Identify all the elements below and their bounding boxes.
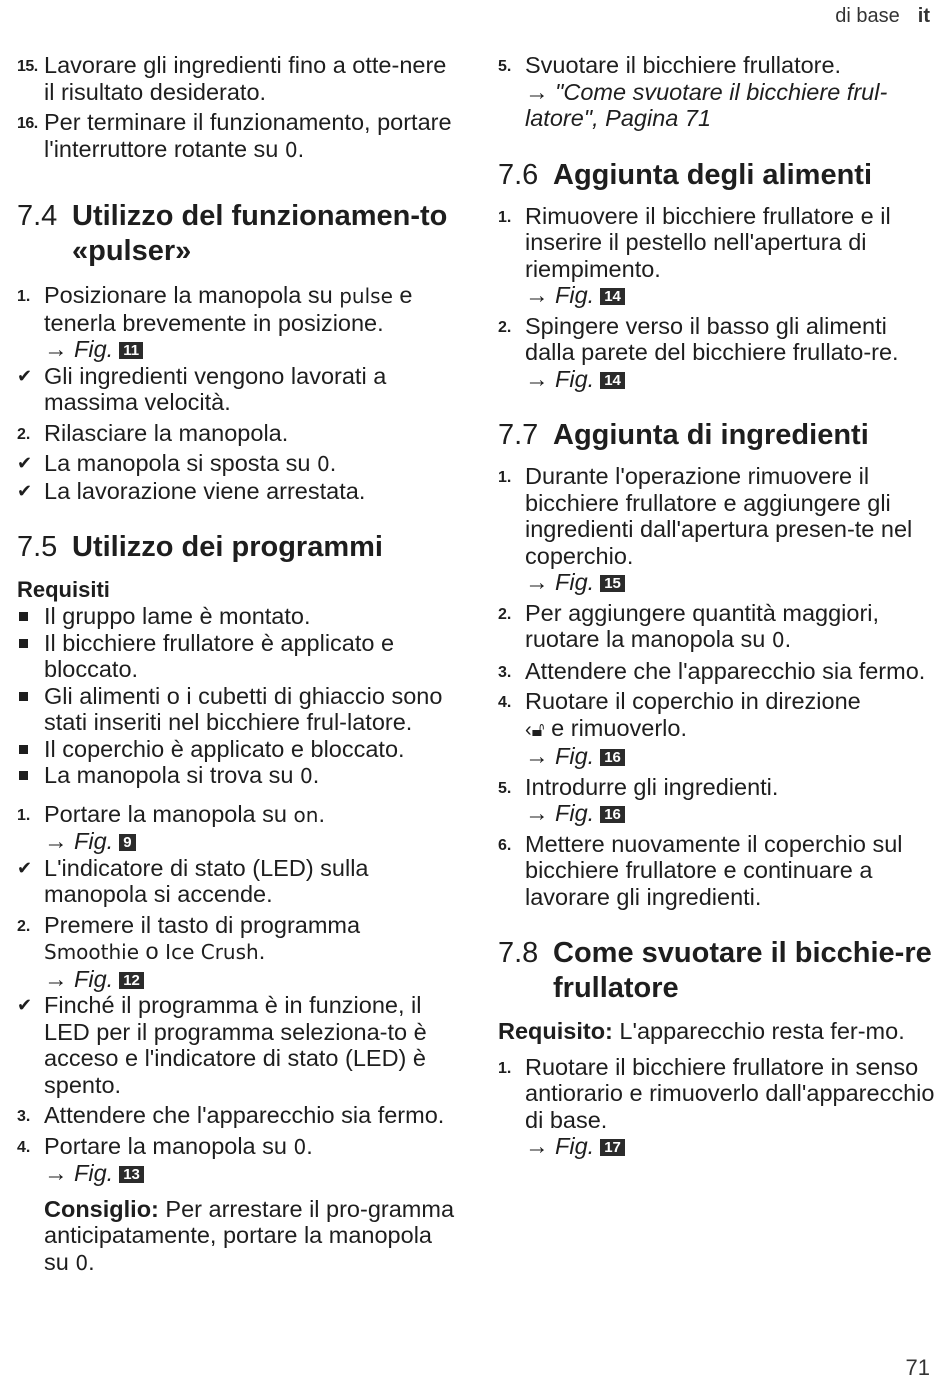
step-text: Posizionare la manopola su [44,282,340,308]
section-number: 7.8 [498,937,539,969]
list-item [17,762,462,790]
step-number: 2. [17,425,31,443]
figure-number-badge: 15 [600,575,625,592]
list-item [17,992,462,1098]
figure-number-badge: 14 [600,288,625,305]
knob-position-label: 0 [300,764,313,788]
program-button-label: Ice Crush [165,940,259,964]
arrow-right-icon: → [44,1160,68,1186]
result-text: Finché il programma è in funzione, il LED per il programma seleziona-to è acceso e l'indicatore di stato (LED) è spento. [44,992,427,1098]
step-number: 6. [498,836,512,854]
step-text-end: . [258,938,266,964]
bullet-text-end: . [312,762,320,788]
list-item [17,630,462,683]
figure-word: Fig. [555,282,595,308]
step-text-end: e rimuoverlo. [544,714,687,741]
figure-number-badge: 17 [600,1139,625,1156]
figure-number-badge: 12 [119,972,144,989]
step-number: 3. [17,1108,31,1125]
step-text: Attendere che l'apparecchio sia fermo. [525,657,926,684]
step-text: Rimuovere il bicchiere frullatore e il inserire il pestello nell'apertura di riempimento. [525,202,891,282]
right-column [498,52,938,1160]
section-number: 7.6 [498,158,539,191]
step-text: Per terminare il funzionamento, portare l'interruttore rotante su [44,109,452,162]
program-button-label: Smoothie [44,940,140,964]
list-item [17,603,462,630]
section-title: Utilizzo dei programmi [72,531,383,563]
section-heading-7-8 [498,936,938,1006]
knob-position-label: on [293,802,319,827]
knob-position-label: 0 [771,628,785,652]
list-item [17,363,462,416]
figure-reference [525,800,625,826]
step-text: Per aggiungere quantità maggiori, ruotare la manopola su [525,599,880,652]
list-item [498,52,938,132]
bullet-text: Gli alimenti o i cubetti di ghiaccio sono stati inseriti nel bicchiere frul-latore. [44,682,443,735]
step-number: 2. [498,318,512,336]
arrow-right-icon: → [525,365,549,392]
left-column [17,52,462,1276]
tip-text-end: . [88,1248,95,1275]
figure-number-badge: 16 [600,806,625,823]
list-item [498,658,938,685]
arrow-right-icon: → [525,800,549,826]
bullet-text: Il gruppo lame è montato. [44,603,311,629]
step-text: Rilasciare la manopola. [44,419,289,446]
result-text: La lavorazione viene arrestata. [44,477,366,504]
knob-position-label: 0 [75,1250,89,1275]
arrow-right-icon: → [525,282,549,308]
list-item [498,313,938,393]
section-title: Aggiunta degli alimenti [553,158,873,191]
list-item [17,282,462,363]
header-section: di base [835,5,900,27]
step-number: 5. [498,58,512,75]
figure-number-badge: 9 [119,834,135,851]
step-number: 3. [498,663,512,681]
step-number: 4. [498,694,512,711]
step-text: Ruotare il coperchio in direzione [525,688,861,714]
step-text-end: . [297,135,305,162]
section-heading-7-6 [498,158,938,193]
list-item [17,109,462,163]
bullet-square-icon [19,692,28,701]
figure-reference [44,1160,144,1186]
figure-reference [525,743,625,769]
arrow-right-icon: → [525,743,549,769]
figure-word: Fig. [74,965,114,992]
figure-reference [525,282,625,308]
step-number: 15. [17,58,38,75]
tip-text: Per arrestare il pro-gramma anticipatamente, portare la manopola su [44,1195,455,1275]
requirements-title: Requisiti [17,577,110,602]
figure-reference [525,366,625,392]
step-text: Introdurre gli ingredienti. [525,773,779,800]
step-number: 1. [498,469,512,486]
step-text: Spingere verso il basso gli alimenti dalla parete del bicchiere frullato-re. [525,312,899,365]
figure-number-badge: 16 [600,749,625,766]
bullet-square-icon [19,771,28,780]
arrow-right-icon: → [44,965,68,992]
step-number: 1. [17,288,31,305]
step-text: Portare la manopola su [44,1132,294,1159]
page-header [835,5,930,28]
section-title: Come svuotare il bicchie-re frullatore [553,937,932,1004]
step-text: Premere il tasto di programma [44,911,361,938]
step-text-end: . [318,800,325,827]
section-number: 7.4 [17,200,58,232]
figure-number-badge: 11 [119,342,143,359]
step-text: Durante l'operazione rimuovere il bicchiere frullatore e aggiungere gli ingredienti dall'apertura presen-te nel coperchio. [525,463,913,569]
figure-word: Fig. [555,743,595,769]
list-item [17,912,462,993]
checkmark-icon: ✔ [17,480,33,501]
cross-reference-link[interactable] [525,79,887,132]
arrow-right-icon: → [525,569,549,595]
knob-position-label: 0 [284,137,298,162]
bullet-text: Il bicchiere frullatore è applicato e bloccato. [44,629,395,682]
bullet-text: Il coperchio è applicato e bloccato. [44,735,405,762]
bullet-text: La manopola si trova su [44,762,301,788]
list-item [17,736,462,763]
figure-reference [525,569,625,595]
figure-word: Fig. [74,336,114,362]
step-text: Attendere che l'apparecchio sia fermo. [44,1102,445,1128]
step-number: 16. [17,115,38,132]
result-text: La manopola si sposta su [44,450,318,476]
step-text-end: . [306,1132,313,1159]
step-number: 5. [498,779,512,797]
figure-word: Fig. [555,800,595,826]
figure-word: Fig. [555,569,595,595]
step-number: 1. [498,208,512,226]
bullet-square-icon [19,612,28,621]
step-number: 2. [498,605,512,623]
bullet-square-icon [19,639,28,648]
step-text: Svuotare il bicchiere frullatore. [525,52,842,78]
section-number: 7.7 [498,419,539,451]
list-item [498,831,938,911]
section-title: Utilizzo del funzionamen-to «pulser» [72,200,448,267]
knob-position-label: 0 [317,452,330,476]
list-item [498,688,938,770]
figure-number-badge: 13 [119,1166,144,1183]
requirement-label: Requisito: [498,1018,613,1044]
figure-word: Fig. [74,1160,114,1186]
list-item [498,774,938,827]
checkmark-icon: ✔ [17,365,33,386]
figure-reference [525,1133,625,1159]
section-heading-7-7 [498,418,938,453]
figure-number-badge: 14 [600,372,625,389]
arrow-right-icon: → [525,1133,549,1159]
step-text-or: o [139,938,166,964]
bullet-square-icon [19,745,28,754]
step-number: 1. [498,1059,512,1077]
section-number: 7.5 [17,531,58,563]
knob-position-label: 0 [293,1134,307,1159]
list-item [17,683,462,736]
figure-reference [44,336,143,362]
step-number: 4. [17,1138,31,1156]
step-text-end: . [784,626,792,652]
step-text: Mettere nuovamente il coperchio sul bicchiere frullatore e continuare a lavorare gli ingredienti. [525,830,903,910]
tip-label: Consiglio: [44,1195,159,1222]
rotate-unlock-icon: ‹🔓︎ [525,718,545,741]
list-item [17,450,462,478]
step-number: 1. [17,806,31,824]
tip-note [17,1196,462,1277]
requirement-note [498,1018,938,1045]
figure-word: Fig. [555,1133,595,1159]
section-heading-7-5 [17,530,462,565]
figure-word: Fig. [74,828,114,854]
figure-word: Fig. [555,365,595,392]
step-text: Lavorare gli ingredienti fino a otte-nere il risultato desiderato. [44,52,447,105]
checkmark-icon: ✔ [17,453,33,473]
result-text: L'indicatore di stato (LED) sulla manopola si accende. [44,854,369,907]
arrow-right-icon: → [525,78,549,105]
list-item [17,420,462,447]
header-language: it [917,5,930,27]
list-item [17,52,462,105]
knob-position-label: pulse [339,284,393,308]
list-item [498,1054,938,1160]
step-text: Portare la manopola su [44,800,294,827]
list-item [17,478,462,505]
arrow-right-icon: → [44,828,68,854]
result-text: Gli ingredienti vengono lavorati a massima velocità. [44,362,387,415]
list-item [498,600,938,654]
step-text-end: e tenerla brevemente in posizione. [44,282,413,336]
list-item [17,1133,462,1187]
figure-reference [44,966,144,992]
step-text: Ruotare il bicchiere frullatore in senso antiorario e rimuoverlo dall'apparecchio di base. [525,1053,935,1133]
checkmark-icon: ✔ [17,995,33,1015]
cross-reference-text: "Come svuotare il bicchiere frul-latore", Pagina 71 [525,78,888,131]
list-item [498,203,938,309]
step-number: 2. [17,917,31,935]
arrow-right-icon: → [44,336,68,362]
checkmark-icon: ✔ [17,857,33,878]
page-number: 71 [905,1355,930,1380]
list-item [17,801,462,855]
requirement-text: L'apparecchio resta fer-mo. [612,1018,905,1044]
list-item [17,855,462,908]
figure-reference [44,828,136,854]
section-heading-7-4 [17,199,462,269]
list-item [498,463,938,596]
section-title: Aggiunta di ingredienti [553,419,869,451]
list-item [17,1102,462,1129]
result-text-end: . [329,450,337,476]
